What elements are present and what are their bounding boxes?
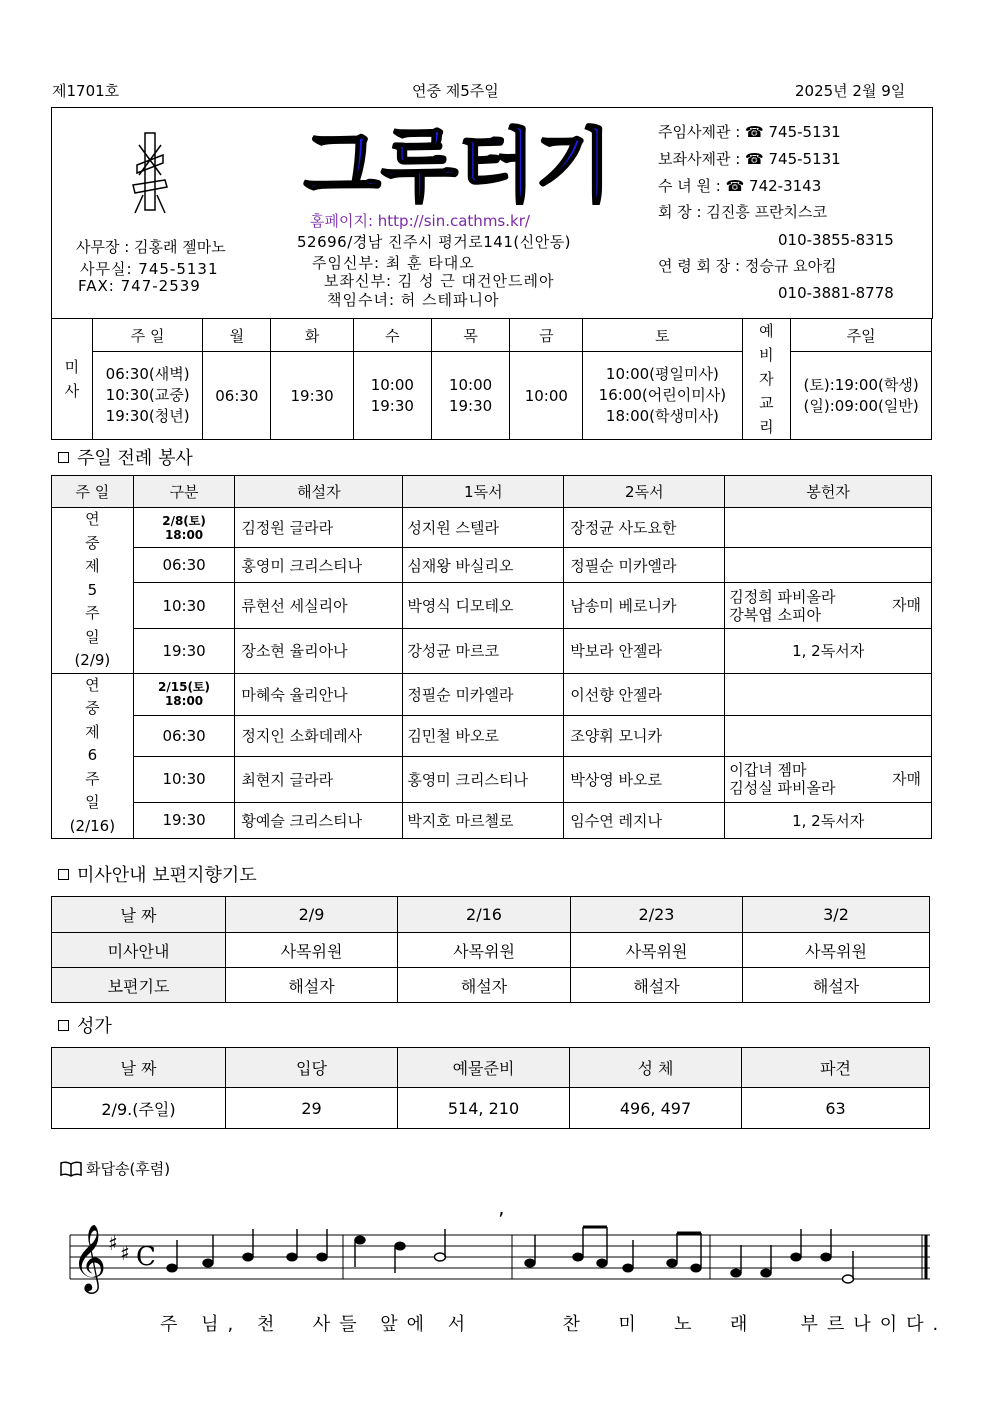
issue-number: 제1701호 (52, 82, 120, 100)
col-fri: 금 (510, 319, 583, 352)
liturgical-week: 연중 제5주일 (412, 82, 499, 100)
guide-cell: 해설자 (398, 968, 571, 1003)
sunday-times: 06:30(새벽) 10:30(교중) 19:30(청년) (92, 352, 203, 440)
stats-cell: 514, 210 (398, 1088, 570, 1129)
sister: 책임수녀: 허 스테파니아 (327, 291, 500, 309)
newsletter-title (268, 122, 648, 208)
offertory: 김정희 파비올라 강복엽 소피아 자매 (725, 583, 932, 629)
guide-cell: 사목위원 (398, 933, 571, 968)
guide-header-date: 2/23 (571, 897, 743, 933)
pastor: 주임신부: 최 훈 타대오 (312, 254, 475, 272)
header-week: 주 일 (52, 476, 134, 508)
reading2: 이선향 안젤라 (564, 673, 725, 715)
commentator: 마혜숙 율리안나 (235, 673, 403, 715)
guide-row-label: 보편기도 (52, 968, 226, 1003)
office-tel: 사무실: 745-5131 (80, 260, 219, 278)
col-tue: 화 (271, 319, 354, 352)
time-cell: 19:30 (133, 802, 235, 838)
tue-time: 19:30 (271, 352, 354, 440)
time-cell: 2/15(토) 18:00 (133, 673, 235, 715)
stats-header: 날 짜 (52, 1048, 226, 1088)
stats-cell: 496, 497 (570, 1088, 742, 1129)
guide-title: 미사안내 보편지향기도 (58, 861, 257, 887)
mon-time: 06:30 (203, 352, 271, 440)
checkbox-icon (58, 452, 69, 463)
reading1: 홍영미 크리스티나 (403, 756, 564, 802)
reading1: 정필순 미카엘라 (403, 673, 564, 715)
guide-table (51, 896, 930, 1003)
stats-header: 입당 (226, 1048, 398, 1088)
guide-cell: 사목위원 (571, 933, 743, 968)
psalm-title: 화답송(후렴) (60, 1158, 170, 1179)
issue-date: 2025년 2월 9일 (795, 82, 906, 100)
stats-header: 파견 (742, 1048, 930, 1088)
reading1: 박지호 마르첼로 (403, 802, 564, 838)
svg-text:C: C (136, 1242, 156, 1272)
time-cell: 06:30 (133, 548, 235, 583)
reading2: 임수연 레지나 (564, 802, 725, 838)
catechumen-label: 예 비 자 교 리 (742, 319, 791, 440)
contact-funeral-phone: 010-3881-8778 (778, 284, 894, 302)
stats-table (51, 1047, 930, 1129)
time-cell: 19:30 (133, 629, 235, 673)
offertory (725, 673, 932, 715)
reading2: 남송미 베로니카 (564, 583, 725, 629)
commentator: 장소현 율리아나 (235, 629, 403, 673)
commentator: 류현선 세실리아 (235, 583, 403, 629)
address: 52696/경남 진주시 평거로141(신안동) (297, 233, 572, 251)
header-reading2: 2독서 (564, 476, 725, 508)
contact-president-phone: 010-3855-8315 (778, 231, 894, 249)
mass-schedule-table (51, 318, 932, 440)
stats-cell: 29 (226, 1088, 398, 1129)
header-reading1: 1독서 (403, 476, 564, 508)
header-time: 구분 (133, 476, 235, 508)
guide-cell: 해설자 (571, 968, 743, 1003)
commentator: 정지인 소화데레사 (235, 715, 403, 756)
col-wed: 수 (353, 319, 431, 352)
contact-assistant-rectory: 보좌사제관 : ☎ 745-5131 (658, 150, 841, 168)
fri-time: 10:00 (510, 352, 583, 440)
svg-text:그루터기: 그루터기 (303, 122, 613, 208)
checkbox-icon (58, 1020, 69, 1031)
contact-president: 회 장 : 김진흥 프란치스코 (658, 203, 828, 221)
guide-cell: 사목위원 (226, 933, 398, 968)
header-commentator: 해설자 (235, 476, 403, 508)
checkbox-icon (58, 869, 69, 880)
offertory: 1, 2독서자 (725, 802, 932, 838)
stats-cell: 2/9.(주일) (52, 1088, 226, 1129)
guide-header-date: 2/9 (226, 897, 398, 933)
stats-title: 성가 (58, 1012, 112, 1038)
time-cell: 10:30 (133, 583, 235, 629)
guide-header-date: 3/2 (743, 897, 930, 933)
week5-label: 연 중 제 5 주 일 (2/9) (52, 508, 134, 674)
office-head: 사무장 : 김홍래 젤마노 (76, 238, 226, 256)
reading2: 조양휘 모니카 (564, 715, 725, 756)
reading2: 장정균 사도요한 (564, 508, 725, 548)
commentator: 홍영미 크리스티나 (235, 548, 403, 583)
col-mon: 월 (203, 319, 271, 352)
contact-convent: 수 녀 원 : ☎ 742-3143 (658, 177, 822, 195)
header-offertory: 봉헌자 (725, 476, 932, 508)
office-fax: FAX: 747-2539 (78, 277, 201, 295)
offertory (725, 548, 932, 583)
reading2: 정필순 미카엘라 (564, 548, 725, 583)
week6-label: 연 중 제 6 주 일 (2/16) (52, 673, 134, 839)
psalm-lyrics: 주 님, 천 사들 앞에 서 찬 미 노 래 부르나이다. (160, 1314, 948, 1335)
sat-times: 10:00(평일미사) 16:00(어린이미사) 18:00(학생미사) (583, 352, 742, 440)
reading1: 성지원 스텔라 (403, 508, 564, 548)
mass-label: 미 사 (52, 319, 93, 440)
svg-text:’: ’ (498, 1208, 505, 1232)
offertory: 이갑녀 젬마 김성실 파비올라 자매 (725, 756, 932, 802)
assistant-pastor: 보좌신부: 김 성 근 대건안드레아 (324, 272, 555, 290)
music-staff (60, 1205, 940, 1305)
cross-emblem-icon (125, 125, 175, 215)
col-sat: 토 (583, 319, 742, 352)
commentator: 황예슬 크리스티나 (235, 802, 403, 838)
reading1: 강성균 마르코 (403, 629, 564, 673)
guide-cell: 해설자 (743, 968, 930, 1003)
svg-text:♯: ♯ (120, 1241, 130, 1265)
offertory (725, 715, 932, 756)
reading1: 김민철 바오로 (403, 715, 564, 756)
guide-cell: 사목위원 (743, 933, 930, 968)
svg-text:𝄞: 𝄞 (72, 1223, 107, 1291)
col-sunday: 주 일 (92, 319, 203, 352)
thu-times: 10:00 19:30 (431, 352, 510, 440)
stats-header: 성 체 (570, 1048, 742, 1088)
commentator: 김정원 글라라 (235, 508, 403, 548)
reading2: 박상영 바오로 (564, 756, 725, 802)
svg-text:♯: ♯ (108, 1231, 118, 1255)
stats-header: 예물준비 (398, 1048, 570, 1088)
book-icon (60, 1161, 82, 1177)
col-thu: 목 (431, 319, 510, 352)
commentator: 최현지 글라라 (235, 756, 403, 802)
homepage-link[interactable]: 홈페이지: http://sin.cathms.kr/ (310, 212, 530, 230)
time-cell: 2/8(토) 18:00 (133, 508, 235, 548)
wed-times: 10:00 19:30 (353, 352, 431, 440)
reading1: 박영식 디모테오 (403, 583, 564, 629)
stats-cell: 63 (742, 1088, 930, 1129)
time-cell: 06:30 (133, 715, 235, 756)
time-cell: 10:30 (133, 756, 235, 802)
liturgy-title: 주일 전례 봉사 (58, 444, 193, 470)
contact-funeral-president: 연 령 회 장 : 정승규 요아킴 (658, 257, 837, 275)
offertory (725, 508, 932, 548)
guide-header-date: 날 짜 (52, 897, 226, 933)
contact-rectory: 주임사제관 : ☎ 745-5131 (658, 123, 841, 141)
guide-header-date: 2/16 (398, 897, 571, 933)
catechumen-header: 주일 (791, 319, 932, 352)
liturgy-table (51, 475, 932, 839)
reading1: 심재왕 바실리오 (403, 548, 564, 583)
guide-row-label: 미사안내 (52, 933, 226, 968)
reading2: 박보라 안젤라 (564, 629, 725, 673)
guide-cell: 해설자 (226, 968, 398, 1003)
offertory: 1, 2독서자 (725, 629, 932, 673)
catechumen-times: (토):19:00(학생) (일):09:00(일반) (791, 352, 932, 440)
